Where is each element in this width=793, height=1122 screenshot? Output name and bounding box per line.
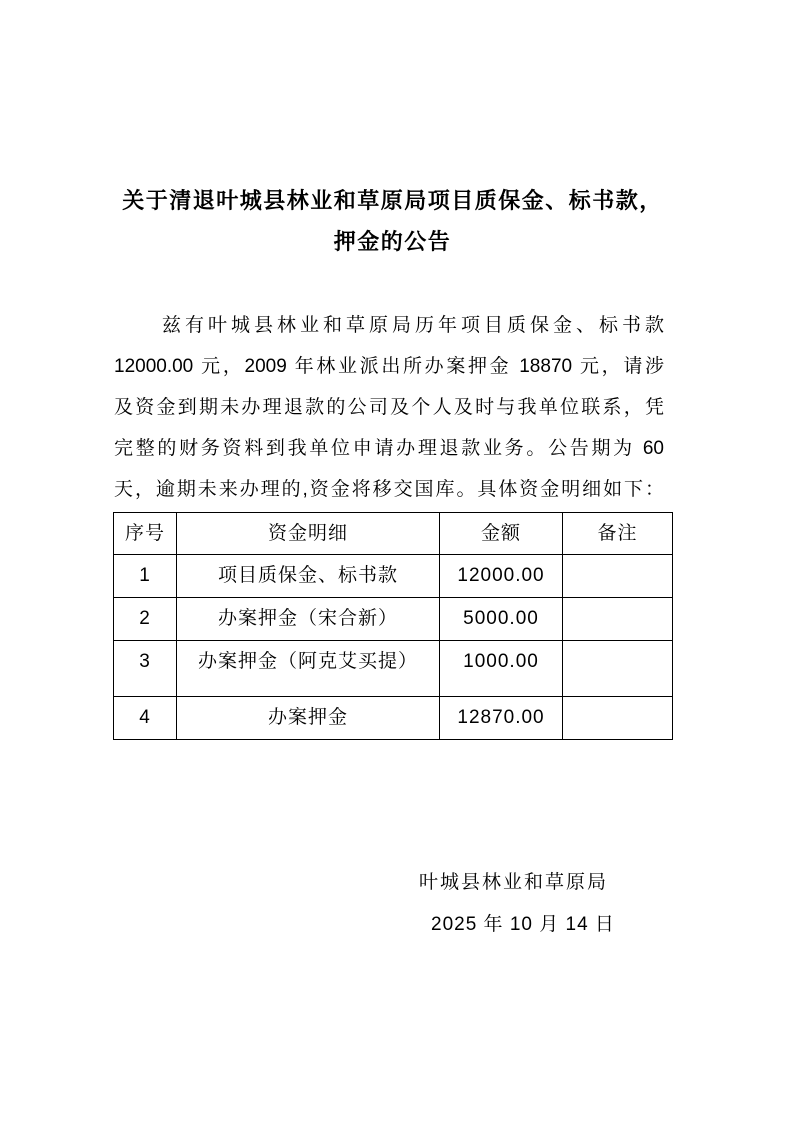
cell-remark bbox=[563, 598, 673, 641]
notice-body bbox=[114, 305, 664, 510]
notice-title bbox=[100, 180, 685, 262]
table-header-row bbox=[114, 513, 673, 555]
cell-remark bbox=[563, 641, 673, 697]
title-line-2: 押金的公告 bbox=[333, 229, 452, 254]
table-row bbox=[114, 598, 673, 641]
cell-fund-detail: 办案押金（阿克艾买提） bbox=[177, 641, 440, 697]
cell-serial-number: 2 bbox=[114, 598, 177, 641]
cell-serial-number: 1 bbox=[114, 555, 177, 598]
header-fund-detail: 资金明细 bbox=[177, 513, 440, 555]
cell-serial-number: 4 bbox=[114, 697, 177, 740]
body-line-3: 及资金到期未办理退款的公司及个人及时与我单位联系，凭 bbox=[114, 397, 664, 418]
cell-remark bbox=[563, 555, 673, 598]
cell-fund-detail: 项目质保金、标书款 bbox=[177, 555, 440, 598]
body-line-5: 天，逾期未来办理的,资金将移交国库。具体资金明细如下： bbox=[114, 479, 664, 500]
cell-serial-number: 3 bbox=[114, 641, 177, 697]
cell-remark bbox=[563, 697, 673, 740]
body-line-4: 完整的财务资料到我单位申请办理退款业务。公告期为 60 bbox=[114, 438, 664, 459]
title-line-1: 关于清退叶城县林业和草原局项目质保金、标书款， bbox=[122, 188, 663, 213]
body-line-1: 兹有叶城县林业和草原局历年项目质保金、标书款 bbox=[162, 315, 664, 336]
table-row bbox=[114, 697, 673, 740]
body-line-2: 12000.00 元，2009 年林业派出所办案押金 18870 元，请涉 bbox=[114, 356, 664, 377]
table-row bbox=[114, 641, 673, 697]
cell-fund-detail: 办案押金（宋合新） bbox=[177, 598, 440, 641]
fund-detail-table bbox=[113, 512, 673, 740]
cell-amount: 5000.00 bbox=[440, 598, 563, 641]
header-serial-number: 序号 bbox=[114, 513, 177, 555]
table-row bbox=[114, 555, 673, 598]
issuing-organization: 叶城县林业和草原局 bbox=[419, 872, 609, 893]
header-remark: 备注 bbox=[563, 513, 673, 555]
header-amount: 金额 bbox=[440, 513, 563, 555]
cell-fund-detail: 办案押金 bbox=[177, 697, 440, 740]
cell-amount: 12870.00 bbox=[440, 697, 563, 740]
issue-date: 2025 年 10 月 14 日 bbox=[431, 914, 615, 935]
cell-amount: 12000.00 bbox=[440, 555, 563, 598]
cell-amount: 1000.00 bbox=[440, 641, 563, 697]
